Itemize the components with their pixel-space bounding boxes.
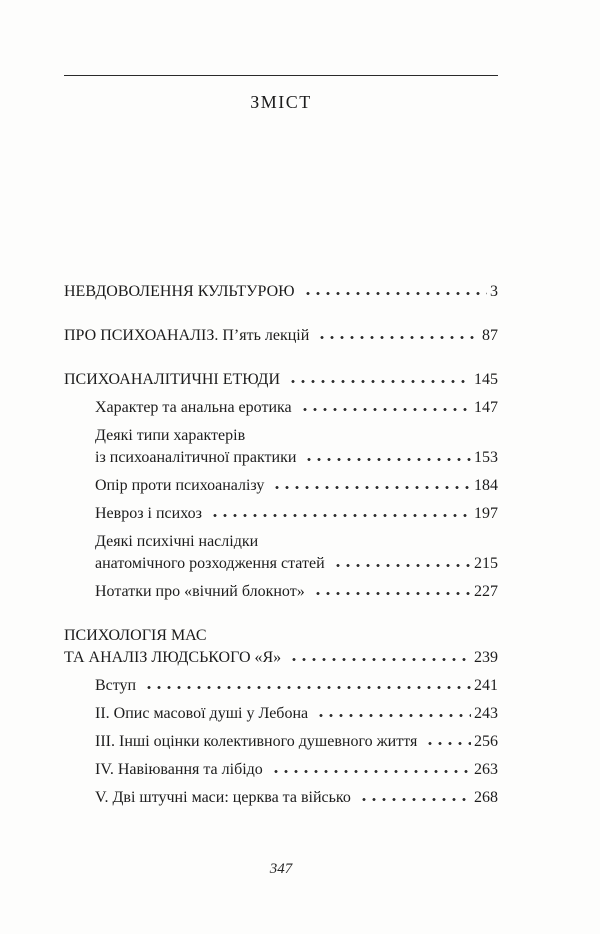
page-title: ЗМІСТ (250, 92, 312, 112)
toc-entry-text: Характер та анальна еротика (95, 399, 292, 416)
toc-line (95, 787, 498, 809)
toc-page-number: 87 (482, 327, 498, 344)
toc-page-number: 197 (474, 505, 498, 522)
toc-page-number: 239 (474, 649, 498, 666)
toc-entry (64, 281, 498, 303)
toc-page-number: 241 (474, 677, 498, 694)
toc-entry-text: II. Опис масової душі у Лебона (95, 705, 309, 722)
toc (64, 281, 498, 809)
toc-line (95, 447, 498, 469)
toc-entry-text: анатомічного розходження статей (95, 555, 325, 572)
toc-line (95, 503, 498, 525)
toc-page-number: 184 (474, 477, 498, 494)
toc-entry (64, 581, 498, 603)
toc-line (95, 703, 498, 725)
toc-entry-text: Деякі типи характерів (95, 427, 246, 444)
dot-leader (271, 769, 471, 774)
toc-line (95, 553, 498, 575)
toc-entry (64, 759, 498, 781)
toc-entry-text: НЕВДОВОЛЕННЯ КУЛЬТУРОЮ (64, 283, 295, 300)
toc-entry-text: із психоаналітичної практики (95, 449, 297, 466)
toc-entry-text: V. Дві штучні маси: церква та військо (95, 789, 351, 806)
toc-line (95, 397, 498, 419)
toc-entry-text: ПРО ПСИХОАНАЛІЗ. П’ять лекцій (64, 327, 310, 344)
toc-entry (64, 703, 498, 725)
toc-line (64, 625, 498, 647)
toc-entry (64, 625, 498, 669)
toc-entry (64, 425, 498, 469)
toc-entry-text: ПСИХОЛОГІЯ МАС (64, 627, 207, 644)
dot-leader (359, 797, 471, 802)
dot-leader (272, 485, 471, 490)
dot-leader (300, 407, 471, 412)
toc-entry-text: Деякі психічні наслідки (95, 533, 259, 550)
footer-page-number: 347 (269, 861, 293, 877)
toc-page-number: 268 (474, 789, 498, 806)
dot-leader (289, 657, 471, 662)
toc-entry (64, 475, 498, 497)
toc-line (64, 325, 498, 347)
toc-line (95, 581, 498, 603)
dot-leader (425, 741, 471, 746)
toc-page-number: 256 (474, 733, 498, 750)
toc-line (95, 731, 498, 753)
toc-line (64, 369, 498, 391)
dot-leader (210, 513, 471, 518)
dot-leader (304, 457, 471, 462)
toc-entry-text: ПСИХОАНАЛІТИЧНІ ЕТЮДИ (64, 371, 280, 388)
toc-line (95, 759, 498, 781)
toc-page-number: 145 (474, 371, 498, 388)
toc-entry (64, 787, 498, 809)
toc-line (95, 425, 498, 447)
dot-leader (333, 563, 471, 568)
toc-entry-text: Невроз і психоз (95, 505, 202, 522)
toc-entry-text: IV. Навіювання та лібідо (95, 761, 263, 778)
toc-entry (64, 397, 498, 419)
header-rule (64, 75, 498, 76)
dot-leader (144, 685, 471, 690)
toc-line (64, 281, 498, 303)
toc-entry-text: ТА АНАЛІЗ ЛЮДСЬКОГО «Я» (64, 649, 282, 666)
toc-page-number: 3 (490, 283, 498, 300)
toc-line (95, 531, 498, 553)
dot-leader (313, 591, 471, 596)
toc-entry (64, 675, 498, 697)
dot-leader (303, 291, 487, 296)
toc-entry (64, 531, 498, 575)
toc-page-number: 153 (474, 449, 498, 466)
toc-entry-text: Нотатки про «вічний блокнот» (95, 583, 305, 600)
toc-line (95, 675, 498, 697)
toc-entry (64, 325, 498, 347)
toc-entry (64, 369, 498, 391)
dot-leader (288, 379, 471, 384)
toc-page-number: 147 (474, 399, 498, 416)
toc-entry (64, 731, 498, 753)
toc-entry-text: Опір проти психоаналізу (95, 477, 265, 494)
toc-page-number: 215 (474, 555, 498, 572)
toc-page-number: 263 (474, 761, 498, 778)
toc-entry-text: Вступ (95, 677, 137, 694)
dot-leader (316, 713, 471, 718)
toc-page-number: 227 (474, 583, 498, 600)
toc-line (95, 475, 498, 497)
toc-line (64, 647, 498, 669)
dot-leader (317, 335, 479, 340)
toc-entry-text: III. Інші оцінки колективного душевного життя (95, 733, 418, 750)
toc-entry (64, 503, 498, 525)
toc-page-number: 243 (474, 705, 498, 722)
